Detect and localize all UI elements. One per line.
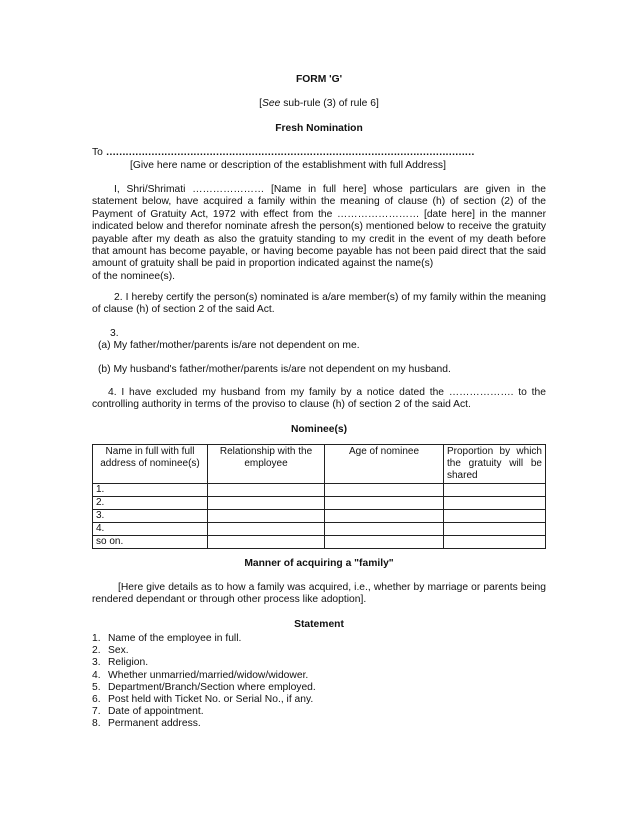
table-cell[interactable] (444, 510, 546, 523)
list-item: 4. Whether unmarried/married/widow/widower. (92, 669, 309, 681)
column-header-relationship: Relationship with the employee (208, 445, 325, 484)
establishment-hint: [Give here name or description of the establishment with full Address] (130, 160, 446, 171)
table-cell[interactable] (325, 523, 444, 536)
to-line (92, 147, 546, 158)
paragraph-3b: (b) My husband's father/mother/parents is/are not dependent on my husband. (98, 364, 451, 375)
family-heading: Manner of acquiring a "family" (244, 558, 394, 569)
list-item: 1. Name of the employee in full. (92, 633, 242, 644)
table-cell[interactable] (444, 523, 546, 536)
paragraph-1 (92, 184, 546, 283)
form-title: FORM 'G' (295, 74, 343, 85)
row-label: 4. (93, 523, 208, 536)
paragraph-3a: (a) My father/mother/parents is/are not dependent on me. (98, 340, 360, 351)
nominees-header-row (93, 445, 546, 484)
table-cell[interactable] (208, 523, 325, 536)
subrule-open-bracket: [ (259, 98, 263, 109)
subrule-see: See (262, 98, 281, 109)
row-label: 1. (93, 484, 208, 497)
row-label: 2. (93, 497, 208, 510)
table-cell[interactable] (208, 510, 325, 523)
row-label: 3. (93, 510, 208, 523)
column-header-name: Name in full with full address of nominee(s) (93, 445, 208, 484)
table-cell[interactable] (325, 536, 444, 549)
table-cell[interactable] (444, 497, 546, 510)
to-prefix: To (92, 147, 103, 158)
subrule-reference (92, 98, 546, 109)
nominees-table (92, 444, 546, 549)
list-item: 8. Permanent address. (92, 718, 201, 730)
list-item: 2. Sex. (92, 645, 129, 657)
paragraph-2-text: 2. I hereby certify the person(s) nominated is a/are member(s) of my family within the meaning of clause (h) of section 2 of the said Act. (92, 292, 546, 316)
table-cell[interactable] (325, 510, 444, 523)
table-row (93, 484, 546, 497)
paragraph-4 (92, 387, 546, 412)
to-dots: …………………………………………………………………………………………………… (105, 147, 475, 158)
row-label: so on. (93, 536, 208, 549)
table-cell[interactable] (325, 497, 444, 510)
paragraph-1-text: I, Shri/Shrimati ………………… [Name in full here] whose particulars are given in the statement below, have acquired a family within the meaning of clause (h) of section (2) of the Payment of Gratuity Act, 1972 with effect from the …………………… [date here] in the manner indicated below and therefor nominate afresh the person(s) mentioned below to receive the gratuity payable after my death as also the gratuity standing to my credit in the event of my death before that amount has become payable, or having become payable has not been paid direct that the said amount of gratuity shall be paid in proportion indicated against the name(s) (92, 184, 546, 270)
column-header-age: Age of nominee (325, 445, 444, 484)
statement-list (92, 633, 546, 731)
paragraph-3-number: 3. (110, 328, 119, 339)
nominees-heading: Nominee(s) (290, 424, 348, 435)
table-cell[interactable] (208, 497, 325, 510)
table-cell[interactable] (325, 484, 444, 497)
list-item: 6. Post held with Ticket No. or Serial No., if any. (92, 694, 314, 706)
subrule-text: sub-rule (3) of rule 6] (280, 98, 379, 109)
family-paragraph (92, 582, 546, 607)
table-cell[interactable] (208, 484, 325, 497)
family-text: [Here give details as to how a family was acquired, i.e., whether by marriage or parents being rendered dependant or through other process like adoption]. (92, 582, 546, 606)
table-cell[interactable] (208, 536, 325, 549)
table-cell[interactable] (444, 536, 546, 549)
list-item: 5. Department/Branch/Section where employed. (92, 681, 316, 693)
table-cell[interactable] (444, 484, 546, 497)
paragraph-1-tail: of the nominee(s). (92, 270, 175, 282)
paragraph-4-text: 4. I have excluded my husband from my family by a notice dated the ………………. to the controlling authority in terms of the proviso to clause (h) of section 2 of the said Act. (92, 387, 546, 411)
table-row (93, 510, 546, 523)
list-item: 3. Religion. (92, 657, 149, 669)
form-heading: Fresh Nomination (275, 123, 363, 134)
list-item: 7. Date of appointment. (92, 706, 204, 718)
table-row (93, 536, 546, 549)
table-row (93, 523, 546, 536)
column-header-proportion: Proportion by which the gratuity will be shared (444, 445, 546, 484)
statement-heading: Statement (294, 619, 344, 630)
paragraph-2 (92, 292, 546, 317)
table-row (93, 497, 546, 510)
